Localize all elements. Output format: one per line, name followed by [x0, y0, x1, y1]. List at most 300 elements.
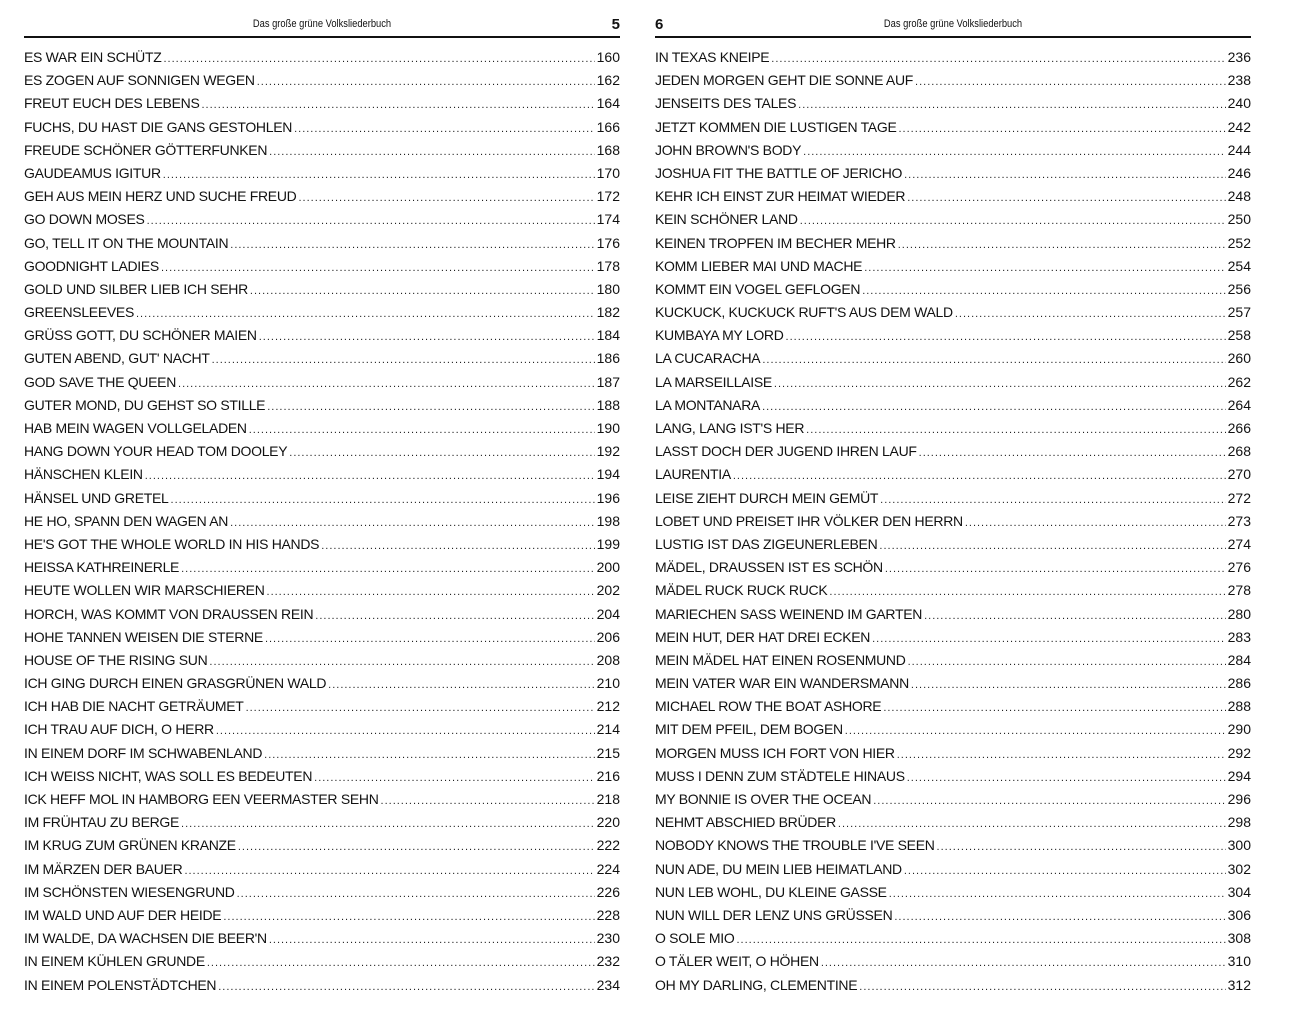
toc-entry: [655, 209, 1251, 232]
toc-entry: [655, 70, 1251, 93]
toc-entry-page: 278: [1227, 582, 1251, 599]
toc-entry-title: NUN WILL DER LENZ UNS GRÜSSEN: [655, 906, 893, 923]
dot-leader: [898, 235, 1226, 255]
left-page-number: 5: [611, 16, 620, 33]
toc-entry-page: 228: [596, 906, 620, 923]
toc-entry: [24, 488, 620, 511]
toc-entry-page: 180: [596, 280, 620, 297]
toc-entry: [24, 696, 620, 719]
toc-entry: [655, 951, 1251, 974]
toc-entry-page: 214: [596, 721, 620, 738]
dot-leader: [904, 165, 1226, 185]
dot-leader: [907, 768, 1226, 788]
toc-entry-title: ICH GING DURCH EINEN GRASGRÜNEN WALD: [24, 675, 327, 692]
dot-leader: [147, 211, 595, 231]
toc-entry-page: 248: [1227, 188, 1251, 205]
toc-entry-title: HANG DOWN YOUR HEAD TOM DOOLEY: [24, 443, 288, 460]
toc-entry-title: KUMBAYA MY LORD: [655, 327, 784, 344]
toc-entry: [655, 673, 1251, 696]
toc-entry: [655, 279, 1251, 302]
toc-entry-page: 298: [1227, 814, 1251, 831]
toc-entry-title: GUTER MOND, DU GEHST SO STILLE: [24, 396, 266, 413]
toc-entry: [24, 441, 620, 464]
toc-entry: [655, 534, 1251, 557]
toc-entry: [655, 789, 1251, 812]
right-table-of-contents: [655, 47, 1251, 998]
toc-entry-title: GAUDEAMUS IGITUR: [24, 164, 161, 181]
toc-entry-title: NUN LEB WOHL, DU KLEINE GASSE: [655, 883, 887, 900]
dot-leader: [806, 420, 1225, 440]
toc-entry-page: 187: [596, 373, 620, 390]
toc-entry-page: 304: [1227, 883, 1251, 900]
toc-entry: [24, 673, 620, 696]
toc-entry-title: O SOLE MIO: [655, 930, 735, 947]
toc-entry-page: 170: [596, 164, 620, 181]
toc-entry: [24, 302, 620, 325]
toc-entry-page: 260: [1227, 350, 1251, 367]
toc-entry-page: 286: [1227, 675, 1251, 692]
dot-leader: [883, 698, 1225, 718]
toc-entry-title: HAB MEIN WAGEN VOLLGELADEN: [24, 420, 247, 436]
right-page: [655, 0, 1251, 1024]
toc-entry-page: 288: [1227, 698, 1251, 715]
toc-entry-title: FUCHS, DU HAST DIE GANS GESTOHLEN: [24, 118, 293, 135]
toc-entry-title: HÄNSCHEN KLEIN: [24, 466, 143, 483]
dot-leader: [181, 559, 595, 579]
dot-leader: [907, 188, 1225, 208]
toc-entry-title: MÄDEL, DRAUSSEN IST ES SCHÖN: [655, 559, 883, 576]
dot-leader: [321, 536, 594, 556]
toc-entry: [24, 835, 620, 858]
toc-entry-page: 242: [1227, 118, 1251, 135]
toc-entry-page: 192: [596, 443, 620, 460]
dot-leader: [249, 420, 595, 440]
toc-entry-page: 268: [1227, 443, 1251, 460]
toc-entry-title: ES ZOGEN AUF SONNIGEN WEGEN: [24, 72, 255, 89]
toc-entry-title: IM FRÜHTAU ZU BERGE: [24, 814, 180, 831]
toc-entry-title: HEUTE WOLLEN WIR MARSCHIEREN: [24, 582, 265, 599]
toc-entry-page: 202: [596, 582, 620, 599]
toc-entry-title: LA CUCARACHA: [655, 350, 761, 367]
toc-entry: [655, 511, 1251, 534]
toc-entry-page: 232: [596, 953, 620, 970]
toc-entry: [24, 418, 620, 441]
toc-entry-title: KEINEN TROPFEN IM BECHER MEHR: [655, 234, 896, 251]
toc-entry-title: GOLD UND SILBER LIEB ICH SEHR: [24, 280, 248, 297]
toc-entry-page: 264: [1227, 396, 1251, 413]
toc-entry-title: IM MÄRZEN DER BAUER: [24, 860, 183, 877]
toc-entry-page: 198: [596, 512, 620, 529]
dot-leader: [161, 258, 595, 278]
dot-leader: [181, 814, 595, 834]
dot-leader: [328, 675, 594, 695]
toc-entry-title: ES WAR EIN SCHÜTZ: [24, 49, 162, 65]
toc-entry-page: 208: [596, 651, 620, 668]
toc-entry-page: 240: [1227, 95, 1251, 112]
toc-entry-title: KUCKUCK, KUCKUCK RUFT'S AUS DEM WALD: [655, 304, 953, 321]
toc-entry-title: MICHAEL ROW THE BOAT ASHORE: [655, 698, 882, 715]
toc-entry-title: MUSS I DENN ZUM STÄDTELE HINAUS: [655, 767, 905, 784]
toc-entry-title: IN EINEM POLENSTÄDTCHEN: [24, 976, 217, 993]
dot-leader: [915, 72, 1226, 92]
toc-entry-page: 226: [596, 883, 620, 900]
dot-leader: [201, 95, 594, 115]
dot-leader: [294, 119, 595, 139]
dot-leader: [898, 119, 1225, 139]
dot-leader: [163, 165, 595, 185]
toc-entry-title: HOUSE OF THE RISING SUN: [24, 651, 208, 668]
toc-entry-page: 292: [1227, 744, 1251, 761]
dot-leader: [786, 327, 1226, 347]
toc-entry-page: 200: [596, 559, 620, 576]
toc-entry-title: ICH HAB DIE NACHT GETRÄUMET: [24, 698, 244, 715]
toc-entry: [655, 627, 1251, 650]
toc-entry-page: 244: [1227, 141, 1251, 158]
dot-leader: [218, 977, 594, 997]
toc-entry-title: NEHMT ABSCHIED BRÜDER: [655, 814, 836, 831]
toc-entry-title: OH MY DARLING, CLEMENTINE: [655, 976, 858, 993]
toc-entry: [24, 743, 620, 766]
toc-entry-title: MARIECHEN SASS WEINEND IM GARTEN: [655, 605, 923, 622]
toc-entry-page: 186: [596, 350, 620, 367]
toc-entry-page: 184: [596, 327, 620, 344]
toc-entry: [655, 905, 1251, 928]
toc-entry: [655, 975, 1251, 998]
toc-entry-page: 257: [1227, 304, 1251, 321]
dot-leader: [216, 721, 595, 741]
dot-leader: [937, 837, 1226, 857]
toc-entry-title: HORCH, WAS KOMMT VON DRAUSSEN REIN: [24, 605, 314, 622]
toc-entry: [24, 348, 620, 371]
toc-entry: [24, 557, 620, 580]
dot-leader: [965, 513, 1226, 533]
toc-entry: [24, 47, 620, 70]
toc-entry-page: 290: [1227, 721, 1251, 738]
dot-leader: [269, 930, 595, 950]
toc-entry: [24, 859, 620, 882]
toc-entry-title: LEISE ZIEHT DURCH MEIN GEMÜT: [655, 489, 879, 506]
toc-entry-title: ICK HEFF MOL IN HAMBORG EEN VEERMASTER SEHN: [24, 791, 379, 807]
toc-entry-page: 194: [596, 466, 620, 483]
toc-entry: [24, 650, 620, 673]
toc-entry-title: LANG, LANG IST'S HER: [655, 420, 805, 436]
toc-entry: [655, 418, 1251, 441]
toc-entry: [655, 928, 1251, 951]
toc-entry-page: 302: [1227, 860, 1251, 877]
toc-entry: [655, 186, 1251, 209]
dot-leader: [267, 582, 595, 602]
dot-leader: [178, 374, 595, 394]
toc-entry-title: HOHE TANNEN WEISEN DIE STERNE: [24, 628, 263, 645]
dot-leader: [238, 837, 595, 857]
toc-entry-title: GREENSLEEVES: [24, 304, 134, 321]
toc-entry-title: IN EINEM KÜHLEN GRUNDE: [24, 953, 205, 970]
dot-leader: [821, 953, 1226, 973]
dot-leader: [381, 791, 595, 811]
toc-entry: [655, 859, 1251, 882]
toc-entry-page: 254: [1227, 257, 1251, 274]
toc-entry: [24, 928, 620, 951]
dot-leader: [872, 629, 1226, 649]
toc-entry: [24, 209, 620, 232]
toc-entry-page: 270: [1227, 466, 1251, 483]
toc-entry-title: GOD SAVE THE QUEEN: [24, 373, 177, 390]
toc-entry-page: 172: [596, 188, 620, 205]
left-page-running-title: Das große grüne Volksliederbuch: [252, 18, 392, 30]
toc-entry-page: 199: [596, 535, 620, 552]
toc-entry: [655, 812, 1251, 835]
toc-entry: [655, 766, 1251, 789]
toc-entry-page: 256: [1227, 280, 1251, 297]
toc-entry-title: LA MARSEILLAISE: [655, 373, 772, 390]
dot-leader: [269, 142, 595, 162]
dot-leader: [762, 397, 1226, 417]
dot-leader: [862, 281, 1225, 301]
toc-entry: [655, 604, 1251, 627]
toc-entry-title: ICH WEISS NICHT, WAS SOLL ES BEDEUTEN: [24, 767, 313, 784]
dot-leader: [184, 861, 594, 881]
toc-entry: [24, 951, 620, 974]
left-page-header: [24, 16, 620, 38]
toc-entry-title: GOODNIGHT LADIES: [24, 257, 159, 274]
toc-entry-page: 216: [596, 767, 620, 784]
toc-entry-page: 266: [1227, 420, 1251, 436]
dot-leader: [230, 235, 594, 255]
toc-entry: [655, 47, 1251, 70]
toc-entry-page: 296: [1227, 791, 1251, 807]
toc-entry: [24, 580, 620, 603]
toc-entry-title: MEIN HUT, DER HAT DREI ECKEN: [655, 628, 871, 645]
toc-entry-page: 246: [1227, 164, 1251, 181]
toc-entry: [24, 905, 620, 928]
toc-entry-title: LAURENTIA: [655, 466, 731, 483]
toc-entry-page: 230: [596, 930, 620, 947]
toc-entry-page: 164: [596, 95, 620, 112]
toc-entry-title: KOMMT EIN VOGEL GEFLOGEN: [655, 280, 861, 297]
toc-entry-page: 210: [596, 675, 620, 692]
dot-leader: [762, 350, 1225, 370]
toc-entry-title: O TÄLER WEIT, O HÖHEN: [655, 953, 819, 970]
toc-entry: [24, 372, 620, 395]
toc-entry-title: KEHR ICH EINST ZUR HEIMAT WIEDER: [655, 188, 906, 205]
toc-entry-page: 204: [596, 605, 620, 622]
dot-leader: [879, 536, 1225, 556]
dot-leader: [246, 698, 595, 718]
toc-entry: [655, 835, 1251, 858]
toc-entry: [24, 604, 620, 627]
toc-entry: [655, 348, 1251, 371]
dot-leader: [911, 675, 1226, 695]
dot-leader: [864, 258, 1225, 278]
toc-entry-page: 162: [596, 72, 620, 89]
toc-entry: [24, 882, 620, 905]
dot-leader: [774, 374, 1226, 394]
toc-entry-title: NOBODY KNOWS THE TROUBLE I'VE SEEN: [655, 837, 935, 854]
toc-entry-page: 176: [596, 234, 620, 251]
toc-entry-title: LA MONTANARA: [655, 396, 761, 413]
toc-entry-title: GEH AUS MEIN HERZ UND SUCHE FREUD: [24, 188, 297, 205]
toc-entry-page: 220: [596, 814, 620, 831]
toc-entry: [24, 93, 620, 116]
dot-leader: [894, 907, 1225, 927]
toc-entry-title: KEIN SCHÖNER LAND: [655, 211, 798, 228]
toc-entry-title: LASST DOCH DER JUGEND IHREN LAUF: [655, 443, 917, 460]
toc-entry-title: NUN ADE, DU MEIN LIEB HEIMATLAND: [655, 860, 902, 877]
toc-entry-title: FREUDE SCHÖNER GÖTTERFUNKEN: [24, 141, 268, 158]
toc-entry: [24, 70, 620, 93]
toc-entry: [24, 233, 620, 256]
toc-entry-title: IM KRUG ZUM GRÜNEN KRANZE: [24, 837, 236, 854]
right-page-running-title: Das große grüne Volksliederbuch: [883, 18, 1023, 30]
toc-entry-page: 283: [1227, 628, 1251, 645]
toc-entry: [24, 279, 620, 302]
toc-entry-page: 168: [596, 141, 620, 158]
toc-entry: [655, 441, 1251, 464]
toc-entry: [655, 256, 1251, 279]
toc-entry: [655, 557, 1251, 580]
dot-leader: [800, 211, 1226, 231]
toc-entry-page: 166: [596, 118, 620, 135]
dot-leader: [859, 977, 1225, 997]
toc-entry: [655, 696, 1251, 719]
dot-leader: [845, 721, 1226, 741]
toc-entry-page: 238: [1227, 72, 1251, 89]
toc-entry-title: IN TEXAS KNEIPE: [655, 49, 770, 65]
toc-entry-title: KOMM LIEBER MAI UND MACHE: [655, 257, 863, 274]
toc-entry-page: 306: [1227, 906, 1251, 923]
toc-entry-title: JOSHUA FIT THE BATTLE OF JERICHO: [655, 164, 903, 181]
toc-entry-title: MEIN MÄDEL HAT EINEN ROSENMUND: [655, 651, 906, 668]
toc-entry-title: HE'S GOT THE WHOLE WORLD IN HIS HANDS: [24, 535, 320, 552]
toc-entry-title: MEIN VATER WAR EIN WANDERSMANN: [655, 675, 909, 692]
toc-entry-title: FREUT EUCH DES LEBENS: [24, 95, 200, 112]
toc-entry: [655, 140, 1251, 163]
right-page-header: [655, 16, 1251, 38]
toc-entry: [24, 766, 620, 789]
dot-leader: [212, 350, 595, 370]
dot-leader: [223, 907, 594, 927]
toc-entry-page: 182: [596, 304, 620, 321]
toc-entry: [655, 464, 1251, 487]
dot-leader: [736, 930, 1225, 950]
toc-entry-title: HÄNSEL UND GRETEL: [24, 489, 169, 506]
toc-entry-page: 188: [596, 396, 620, 413]
toc-entry-page: 178: [596, 257, 620, 274]
dot-leader: [803, 142, 1226, 162]
dot-leader: [314, 768, 595, 788]
toc-entry: [655, 882, 1251, 905]
toc-entry: [24, 163, 620, 186]
dot-leader: [919, 443, 1226, 463]
left-page: [24, 0, 620, 1024]
dot-leader: [873, 791, 1225, 811]
toc-entry: [655, 163, 1251, 186]
toc-entry-page: 294: [1227, 767, 1251, 784]
toc-entry-page: 224: [596, 860, 620, 877]
toc-entry-page: 273: [1227, 512, 1251, 529]
toc-entry: [655, 372, 1251, 395]
dot-leader: [904, 861, 1226, 881]
toc-entry-page: 222: [596, 837, 620, 854]
toc-entry: [655, 580, 1251, 603]
toc-entry-page: 274: [1227, 535, 1251, 552]
toc-entry-page: 312: [1227, 976, 1251, 993]
toc-entry-title: MORGEN MUSS ICH FORT VON HIER: [655, 744, 895, 761]
toc-entry: [655, 233, 1251, 256]
toc-entry-page: 252: [1227, 234, 1251, 251]
toc-entry-title: LUSTIG IST DAS ZIGEUNERLEBEN: [655, 535, 878, 552]
toc-entry-page: 258: [1227, 327, 1251, 344]
dot-leader: [889, 884, 1226, 904]
toc-entry-title: HE HO, SPANN DEN WAGEN AN: [24, 512, 229, 529]
dot-leader: [924, 606, 1226, 626]
toc-entry-title: MÄDEL RUCK RUCK RUCK: [655, 582, 828, 599]
dot-leader: [798, 95, 1226, 115]
toc-entry-page: 234: [596, 976, 620, 993]
toc-entry-page: 218: [596, 791, 620, 807]
dot-leader: [136, 304, 595, 324]
dot-leader: [897, 745, 1226, 765]
toc-entry-title: LOBET UND PREISET IHR VÖLKER DEN HERRN: [655, 512, 963, 529]
toc-entry-page: 308: [1227, 930, 1251, 947]
toc-entry-page: 310: [1227, 953, 1251, 970]
toc-entry-page: 276: [1227, 559, 1251, 576]
toc-entry-title: IM SCHÖNSTEN WIESENGRUND: [24, 883, 235, 900]
toc-entry-page: 174: [596, 211, 620, 228]
dot-leader: [250, 281, 595, 301]
dot-leader: [171, 490, 595, 510]
dot-leader: [298, 188, 594, 208]
dot-leader: [267, 397, 594, 417]
toc-entry-page: 190: [596, 420, 620, 436]
toc-entry: [24, 395, 620, 418]
toc-entry: [655, 302, 1251, 325]
dot-leader: [908, 652, 1226, 672]
toc-entry: [24, 186, 620, 209]
toc-entry: [24, 812, 620, 835]
dot-leader: [207, 953, 595, 973]
toc-entry-title: IM WALD UND AUF DER HEIDE: [24, 906, 222, 923]
toc-entry-page: 280: [1227, 605, 1251, 622]
toc-entry: [24, 511, 620, 534]
toc-entry: [655, 488, 1251, 511]
left-table-of-contents: [24, 47, 620, 998]
dot-leader: [289, 443, 594, 463]
toc-entry-title: GO, TELL IT ON THE MOUNTAIN: [24, 234, 229, 251]
toc-entry: [24, 975, 620, 998]
toc-entry: [655, 650, 1251, 673]
toc-entry-title: IM WALDE, DA WACHSEN DIE BEER'N: [24, 930, 267, 947]
toc-entry-title: GO DOWN MOSES: [24, 211, 145, 228]
toc-entry-title: MIT DEM PFEIL, DEM BOGEN: [655, 721, 843, 738]
toc-entry-page: 262: [1227, 373, 1251, 390]
toc-entry: [655, 325, 1251, 348]
toc-entry-title: GRÜSS GOTT, DU SCHÖNER MAIEN: [24, 327, 257, 344]
toc-entry: [24, 117, 620, 140]
toc-entry-page: 300: [1227, 837, 1251, 854]
toc-entry: [24, 789, 620, 812]
toc-entry: [655, 117, 1251, 140]
toc-entry-page: 212: [596, 698, 620, 715]
toc-entry-title: JEDEN MORGEN GEHT DIE SONNE AUF: [655, 72, 914, 89]
toc-entry-page: 284: [1227, 651, 1251, 668]
toc-entry-page: 272: [1227, 489, 1251, 506]
dot-leader: [265, 629, 595, 649]
dot-leader: [733, 466, 1226, 486]
dot-leader: [259, 327, 595, 347]
dot-leader: [829, 582, 1225, 602]
dot-leader: [264, 745, 595, 765]
